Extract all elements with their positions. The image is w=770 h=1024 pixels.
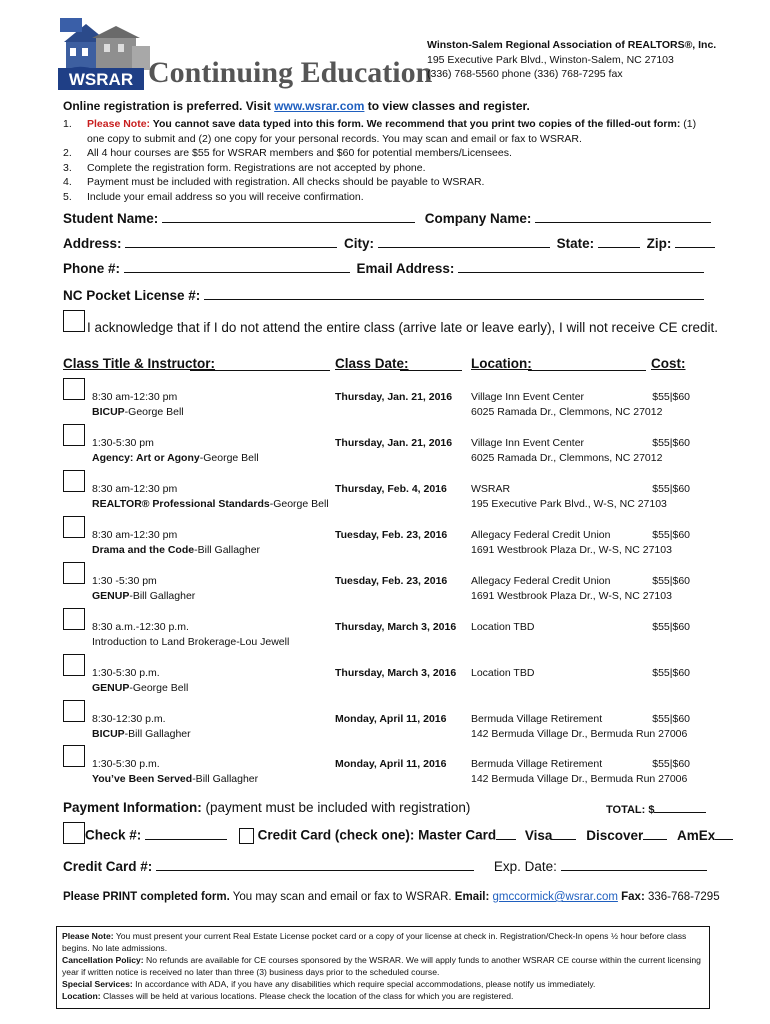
location-address: 142 Bermuda Village Dr., Bermuda Run 27006 [471, 727, 688, 740]
print-bold: Please PRINT completed form. [63, 891, 230, 903]
class-date: Thursday, Jan. 21, 2016 [335, 437, 453, 449]
class-date: Monday, April 11, 2016 [335, 713, 447, 725]
class-course-line [92, 727, 191, 742]
visa-field[interactable] [552, 827, 576, 840]
class-date: Thursday, March 3, 2016 [335, 621, 457, 633]
intro-prefix: Online registration is preferred. Visit [63, 99, 275, 113]
class-instructor: -George Bell [269, 497, 329, 510]
class-location [471, 666, 534, 681]
class-date: Tuesday, Feb. 23, 2016 [335, 529, 448, 541]
discover-field[interactable] [643, 827, 667, 840]
class-course-line [92, 635, 289, 650]
total-label: TOTAL: $ [606, 804, 655, 816]
instruction-item: 2. All 4 hour courses are $55 for WSRAR members and $60 for potential members/Licensees. [63, 147, 512, 159]
class-cost: $55|$60 [652, 391, 690, 403]
phone-label: Phone #: [63, 261, 121, 276]
class-course-line [92, 451, 259, 466]
class-date: Thursday, Feb. 4, 2016 [335, 483, 447, 495]
contact-email-link[interactable]: gmccormick@wsrar.com [492, 891, 618, 903]
building-icon [60, 18, 150, 70]
class-course-line [92, 543, 260, 558]
column-underline [528, 370, 646, 371]
class-location [471, 390, 662, 419]
intro-heading [63, 99, 530, 113]
student-name-field[interactable] [162, 210, 415, 223]
class-instructor: -Bill Gallagher [192, 772, 259, 785]
email-contact-label: Email: [454, 891, 490, 903]
class-title-cell [92, 528, 260, 557]
card-number-field[interactable] [156, 858, 474, 871]
class-select-checkbox[interactable] [63, 700, 85, 722]
class-select-checkbox[interactable] [63, 654, 85, 676]
column-title-header: Class Title & Instructor: [63, 356, 216, 371]
class-title-cell [92, 712, 191, 741]
exp-date-field[interactable] [561, 858, 707, 871]
class-course-line [92, 589, 195, 604]
email-field[interactable] [458, 260, 704, 273]
class-cost: $55|$60 [652, 667, 690, 679]
class-instructor: -Lou Jewell [236, 635, 290, 648]
class-location [471, 620, 534, 635]
class-instructor: -Bill Gallagher [124, 727, 191, 740]
location-address: 1691 Westbrook Plaza Dr., W-S, NC 27103 [471, 543, 672, 556]
total-field[interactable] [654, 803, 706, 813]
intro-suffix: to view classes and register. [364, 99, 530, 113]
class-row [63, 482, 723, 526]
logo-title-text: Continuing Education [148, 56, 433, 89]
class-instructor: -Bill Gallagher [194, 543, 261, 556]
location-address: 142 Bermuda Village Dr., Bermuda Run 27006 [471, 772, 688, 785]
location-address: 6025 Ramada Dr., Clemmons, NC 27012 [471, 405, 663, 418]
class-title-cell [92, 390, 184, 419]
zip-field[interactable] [675, 235, 715, 248]
class-select-checkbox[interactable] [63, 424, 85, 446]
class-date: Thursday, Jan. 21, 2016 [335, 391, 453, 403]
class-title-cell [92, 666, 188, 695]
class-select-checkbox[interactable] [63, 378, 85, 400]
org-address: 195 Executive Park Blvd., Winston-Salem, NC 27103 [427, 53, 674, 66]
instruction-item: 5. Include your email address so you will receive confirmation. [63, 190, 364, 203]
total-row [606, 803, 706, 816]
card-row [63, 858, 707, 874]
class-instructor: -Bill Gallagher [129, 589, 196, 602]
class-time: 1:30-5:30 p.m. [92, 667, 160, 679]
print-instructions [63, 891, 720, 903]
card-number-label: Credit Card #: [63, 859, 153, 874]
org-phone: (336) 768-5560 phone (336) 768-7295 fax [427, 68, 623, 80]
class-title-cell [92, 620, 289, 649]
class-course: Agency: Art or Agony [92, 451, 200, 464]
class-course: GENUP [92, 681, 130, 694]
location-name: Bermuda Village Retirement [471, 758, 603, 770]
wsrar-logo [56, 12, 433, 94]
location-name: Location TBD [471, 621, 535, 633]
class-course: Introduction to Land Brokerage [92, 635, 237, 648]
class-course: REALTOR® Professional Standards [92, 497, 270, 510]
class-time: 1:30 -5:30 pm [92, 575, 157, 587]
license-field[interactable] [204, 287, 704, 300]
class-course-line [92, 681, 188, 696]
class-row [63, 712, 723, 756]
column-location-header: Location: [471, 356, 532, 371]
location-name: Allegacy Federal Credit Union [471, 575, 611, 587]
exp-date-label: Exp. Date: [493, 859, 557, 874]
mastercard-field[interactable] [496, 827, 516, 840]
class-select-checkbox[interactable] [63, 516, 85, 538]
instruction-list [63, 117, 708, 204]
class-time: 8:30 am-12:30 pm [92, 483, 178, 495]
class-course: You’ve Been Served [92, 772, 193, 785]
column-underline [190, 370, 330, 371]
class-date: Tuesday, Feb. 23, 2016 [335, 575, 448, 587]
class-course: BICUP [92, 405, 125, 418]
acknowledge-text: I acknowledge that if I do not attend the entire class (arrive late or leave early), I will not receive CE credit. [87, 320, 719, 335]
class-row [63, 620, 723, 664]
class-select-checkbox[interactable] [63, 562, 85, 584]
payment-title: Payment Information: [63, 800, 202, 815]
payment-method-row [63, 822, 733, 844]
license-row [63, 287, 704, 303]
class-course: GENUP [92, 589, 130, 602]
class-cost: $55|$60 [652, 621, 690, 633]
note-item: Cancellation Policy: No refunds are available for CE courses sponsored by the WSRAR. We will apply funds to another WSRAR CE course within the current licensing year if written notice is received no later than three (3) business days prior to the scheduled course. [62, 955, 701, 977]
company-name-field[interactable] [535, 210, 711, 223]
payment-subtitle: (payment must be included with registration) [201, 800, 471, 815]
state-field[interactable] [598, 235, 640, 248]
address-field[interactable] [125, 235, 337, 248]
company-name-label: Company Name: [424, 211, 532, 226]
city-label: City: [344, 236, 375, 251]
class-location [471, 482, 667, 511]
class-time: 8:30 a.m.-12:30 p.m. [92, 621, 189, 633]
location-name: Location TBD [471, 667, 535, 679]
check-number-field[interactable] [145, 827, 227, 840]
class-select-checkbox[interactable] [63, 608, 85, 630]
class-title-cell [92, 482, 329, 511]
class-time: 1:30-5:30 pm [92, 437, 154, 449]
class-course-line [92, 497, 329, 512]
class-cost: $55|$60 [652, 529, 690, 541]
class-instructor: -George Bell [129, 681, 189, 694]
class-row [63, 390, 723, 434]
class-cost: $55|$60 [652, 713, 690, 725]
amex-label: AmEx [677, 827, 716, 843]
note-item: Please Note: You must present your current Real Estate License pocket card or a copy of your license at check in. Registration/Check-In opens ½ hour before class begins. No late admissions. [62, 931, 687, 953]
location-name: Bermuda Village Retirement [471, 713, 603, 725]
column-cost-header: Cost: [651, 356, 686, 371]
class-row [63, 436, 723, 480]
class-date: Thursday, March 3, 2016 [335, 667, 457, 679]
license-label: NC Pocket License #: [63, 288, 201, 303]
class-time: 8:30 am-12:30 pm [92, 529, 178, 541]
class-cost: $55|$60 [652, 437, 690, 449]
address-label: Address: [63, 236, 122, 251]
fax-label: Fax: [621, 891, 645, 903]
location-address: 195 Executive Park Blvd., W-S, NC 27103 [471, 497, 667, 510]
check-checkbox[interactable] [63, 822, 85, 844]
class-time: 8:30 am-12:30 pm [92, 391, 178, 403]
class-course: BICUP [92, 727, 125, 740]
class-location [471, 574, 672, 603]
note-item: Location: Classes will be held at various locations. Please check the location of the class for which you are registered. [62, 991, 514, 1001]
class-row [63, 757, 723, 801]
instruction-item: 4. Payment must be included with registration. All checks should be payable to WSRAR. [63, 176, 485, 188]
notes-box [56, 926, 710, 1009]
class-time: 1:30-5:30 p.m. [92, 758, 160, 770]
location-name: Village Inn Event Center [471, 437, 585, 449]
class-row [63, 574, 723, 618]
note-item: Special Services: In accordance with ADA, if you have any disabilities which require special accommodations, please notify us immediately. [62, 979, 596, 989]
class-title-cell [92, 436, 259, 465]
class-location [471, 528, 672, 557]
visa-label: Visa [524, 827, 553, 843]
class-instructor: -George Bell [199, 451, 259, 464]
class-instructor: -George Bell [124, 405, 184, 418]
location-address: 6025 Ramada Dr., Clemmons, NC 27012 [471, 451, 663, 464]
student-row [63, 210, 711, 226]
org-name: Winston-Salem Regional Association of REALTORS®, Inc. [427, 39, 717, 51]
class-title-cell [92, 757, 258, 786]
location-name: Allegacy Federal Credit Union [471, 529, 611, 541]
class-title-cell [92, 574, 195, 603]
website-link[interactable]: www.wsrar.com [274, 99, 365, 113]
column-date-header: Class Date: [335, 356, 409, 371]
class-course-line [92, 405, 184, 420]
location-name: Village Inn Event Center [471, 391, 585, 403]
discover-label: Discover [586, 827, 644, 843]
amex-field[interactable] [715, 827, 733, 840]
credit-card-checkbox[interactable] [239, 828, 254, 844]
payment-title-row [63, 800, 470, 815]
class-select-checkbox[interactable] [63, 745, 85, 767]
class-cost: $55|$60 [652, 483, 690, 495]
phone-row [63, 260, 704, 276]
location-address: 1691 Westbrook Plaza Dr., W-S, NC 27103 [471, 589, 672, 602]
org-info [427, 38, 716, 82]
address-row [63, 235, 715, 251]
class-cost: $55|$60 [652, 575, 690, 587]
logo-badge-text: WSRAR [68, 70, 134, 89]
city-field[interactable] [378, 235, 550, 248]
email-label: Email Address: [356, 261, 455, 276]
column-underline [400, 370, 462, 371]
zip-label: Zip: [646, 236, 672, 251]
class-cost: $55|$60 [652, 758, 690, 770]
class-course: Drama and the Code [92, 543, 195, 556]
class-date: Monday, April 11, 2016 [335, 758, 447, 770]
instruction-item: 1. Please Note: You cannot save data typed into this form. We recommend that you print two copies of the filled-out form: (1) one copy to submit and (2) one copy for your personal records. You may scan and email or fax to WSRAR. [63, 118, 697, 145]
check-label: Check #: [85, 827, 142, 843]
credit-card-label: Credit Card (check one): Master Card [257, 827, 497, 843]
class-location [471, 436, 662, 465]
acknowledge-checkbox[interactable] [63, 310, 85, 332]
class-time: 8:30-12:30 p.m. [92, 713, 166, 725]
class-select-checkbox[interactable] [63, 470, 85, 492]
fax-number: 336-768-7295 [644, 891, 720, 903]
instruction-item: 3. Complete the registration form. Registrations are not accepted by phone. [63, 161, 426, 174]
location-name: WSRAR [471, 483, 511, 495]
print-text: You may scan and email or fax to WSRAR. [229, 891, 455, 903]
student-name-label: Student Name: [63, 211, 159, 226]
class-course-line [92, 772, 258, 787]
class-row [63, 666, 723, 710]
phone-field[interactable] [124, 260, 350, 273]
state-label: State: [556, 236, 595, 251]
class-row [63, 528, 723, 572]
